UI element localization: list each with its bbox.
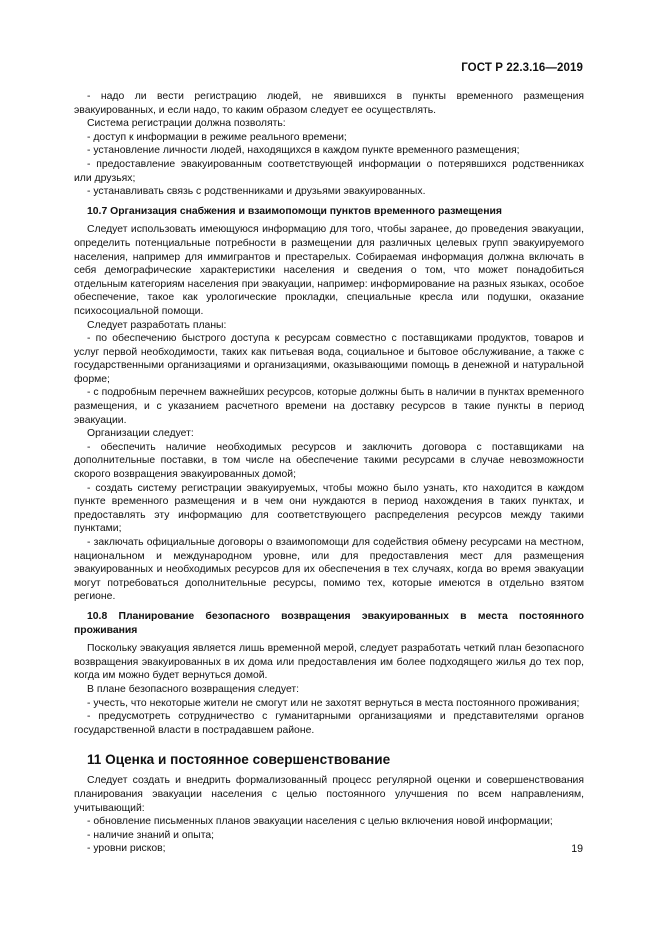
subsection-heading: 10.8 Планирование безопасного возвращения эвакуированных в места постоянного проживания — [74, 610, 584, 636]
body-paragraph: - с подробным перечнем важнейших ресурсов, которые должны быть в наличии в пунктах временного размещения, и с указанием расчетного времени на доставку ресурсов в такие пункты в период эвакуации. — [74, 387, 584, 426]
body-paragraph: - наличие знаний и опыта; — [87, 829, 215, 841]
body-paragraph: - создать систему регистрации эвакуируемых, чтобы можно было узнать, кто находится в каждом пункте временного размещения и в чем они нуждаются в период нахождения в таких пунктах, и предоставлять эту информацию для соответствующего распределения ресурсов между такими пунктами; — [74, 482, 584, 535]
body-paragraph: - по обеспечению быстрого доступа к ресурсам совместно с поставщиками продуктов, товаров и услуг первой необходимости, таких как питьевая вода, социальное и бытовое обслуживание, а также с государственными организациями и организациями, оказывающими помощь в денежной и натуральной форме; — [74, 333, 584, 385]
body-paragraph: - надо ли вести регистрацию людей, не явившихся в пункты временного размещения эвакуированных, и если надо, то каким образом следует ее осуществлять. — [74, 91, 584, 116]
body-paragraph: - обеспечить наличие необходимых ресурсов и заключить договора с поставщиками на дополнительные поставки, в том числе на обеспечение такими ресурсами в случае невозможности скорого возвращения эвакуированных домой; — [74, 441, 584, 481]
section-heading: 11 Оценка и постоянное совершенствование — [87, 752, 391, 768]
body-paragraph: Система регистрации должна позволять: — [87, 118, 286, 130]
document-code-header: ГОСТ Р 22.3.16—2019 — [461, 62, 583, 74]
body-paragraph: Поскольку эвакуация является лишь временной мерой, следует разработать четкий план безопасного возвращения эвакуированных в их дома или предоставления им более подходящего жилья до тех пор, когда им можно будет вернуться домой. — [74, 643, 584, 682]
body-paragraph: Организации следует: — [87, 428, 194, 440]
body-paragraph: - обновление письменных планов эвакуации населения с целью включения новой информации; — [87, 816, 553, 828]
body-paragraph: Следует разработать планы: — [87, 319, 227, 331]
subsection-heading: 10.7 Организация снабжения и взаимопомощи пунктов временного размещения — [87, 205, 502, 217]
body-paragraph: - устанавливать связь с родственниками и друзьями эвакуированных. — [87, 186, 426, 198]
body-paragraph: - уровни рисков; — [87, 843, 166, 855]
body-paragraph: Следует использовать имеющуюся информацию для того, чтобы заранее, до проведения эвакуации, определить потенциальные потребности в размещении для различных целевых групп эвакуируемого населения, например для иммигрантов и престарелых. Собираемая информация должна включать в себя демографические характеристики населения и сведения о том, что может понадобиться отдельным категориям населения при эвакуации, например: информирование на разных языках, особое обеспечение, такое как урологические прокладки, специальные кресла или подушки, оказание психосоциальной помощи. — [74, 224, 584, 317]
body-paragraph: В плане безопасного возвращения следует: — [87, 683, 300, 695]
body-paragraph: - установление личности людей, находящихся в каждом пункте временного размещения; — [87, 145, 520, 157]
body-paragraph: - учесть, что некоторые жители не смогут или не захотят вернуться в места постоянного проживания; — [87, 697, 580, 709]
body-paragraph: - предоставление эвакуированным соответствующей информации о потерявшихся родственниках или друзьях; — [74, 158, 584, 184]
document-body — [74, 90, 584, 856]
body-paragraph: - доступ к информации в режиме реального времени; — [87, 131, 347, 143]
body-paragraph: - предусмотреть сотрудничество с гуманитарными организациями и представителями органов государственной власти в пострадавшем районе. — [74, 711, 584, 736]
page-number: 19 — [571, 843, 583, 855]
body-paragraph: Следует создать и внедрить формализованный процесс регулярной оценки и совершенствования планирования эвакуации населения с целью постоянного улучшения по всем направлениям, учитывающий: — [74, 775, 584, 814]
body-paragraph: - заключать официальные договоры о взаимопомощи для содействия обмену ресурсами на местном, национальном и международном уровне, или для предоставления мест для размещения эвакуированных и необходимых ресурсов для их обеспечения в тех случаях, когда во время эвакуации могут потребоваться дополнительные ресурсы, помимо тех, которые имеются в отдельно взятом регионе. — [74, 537, 584, 603]
